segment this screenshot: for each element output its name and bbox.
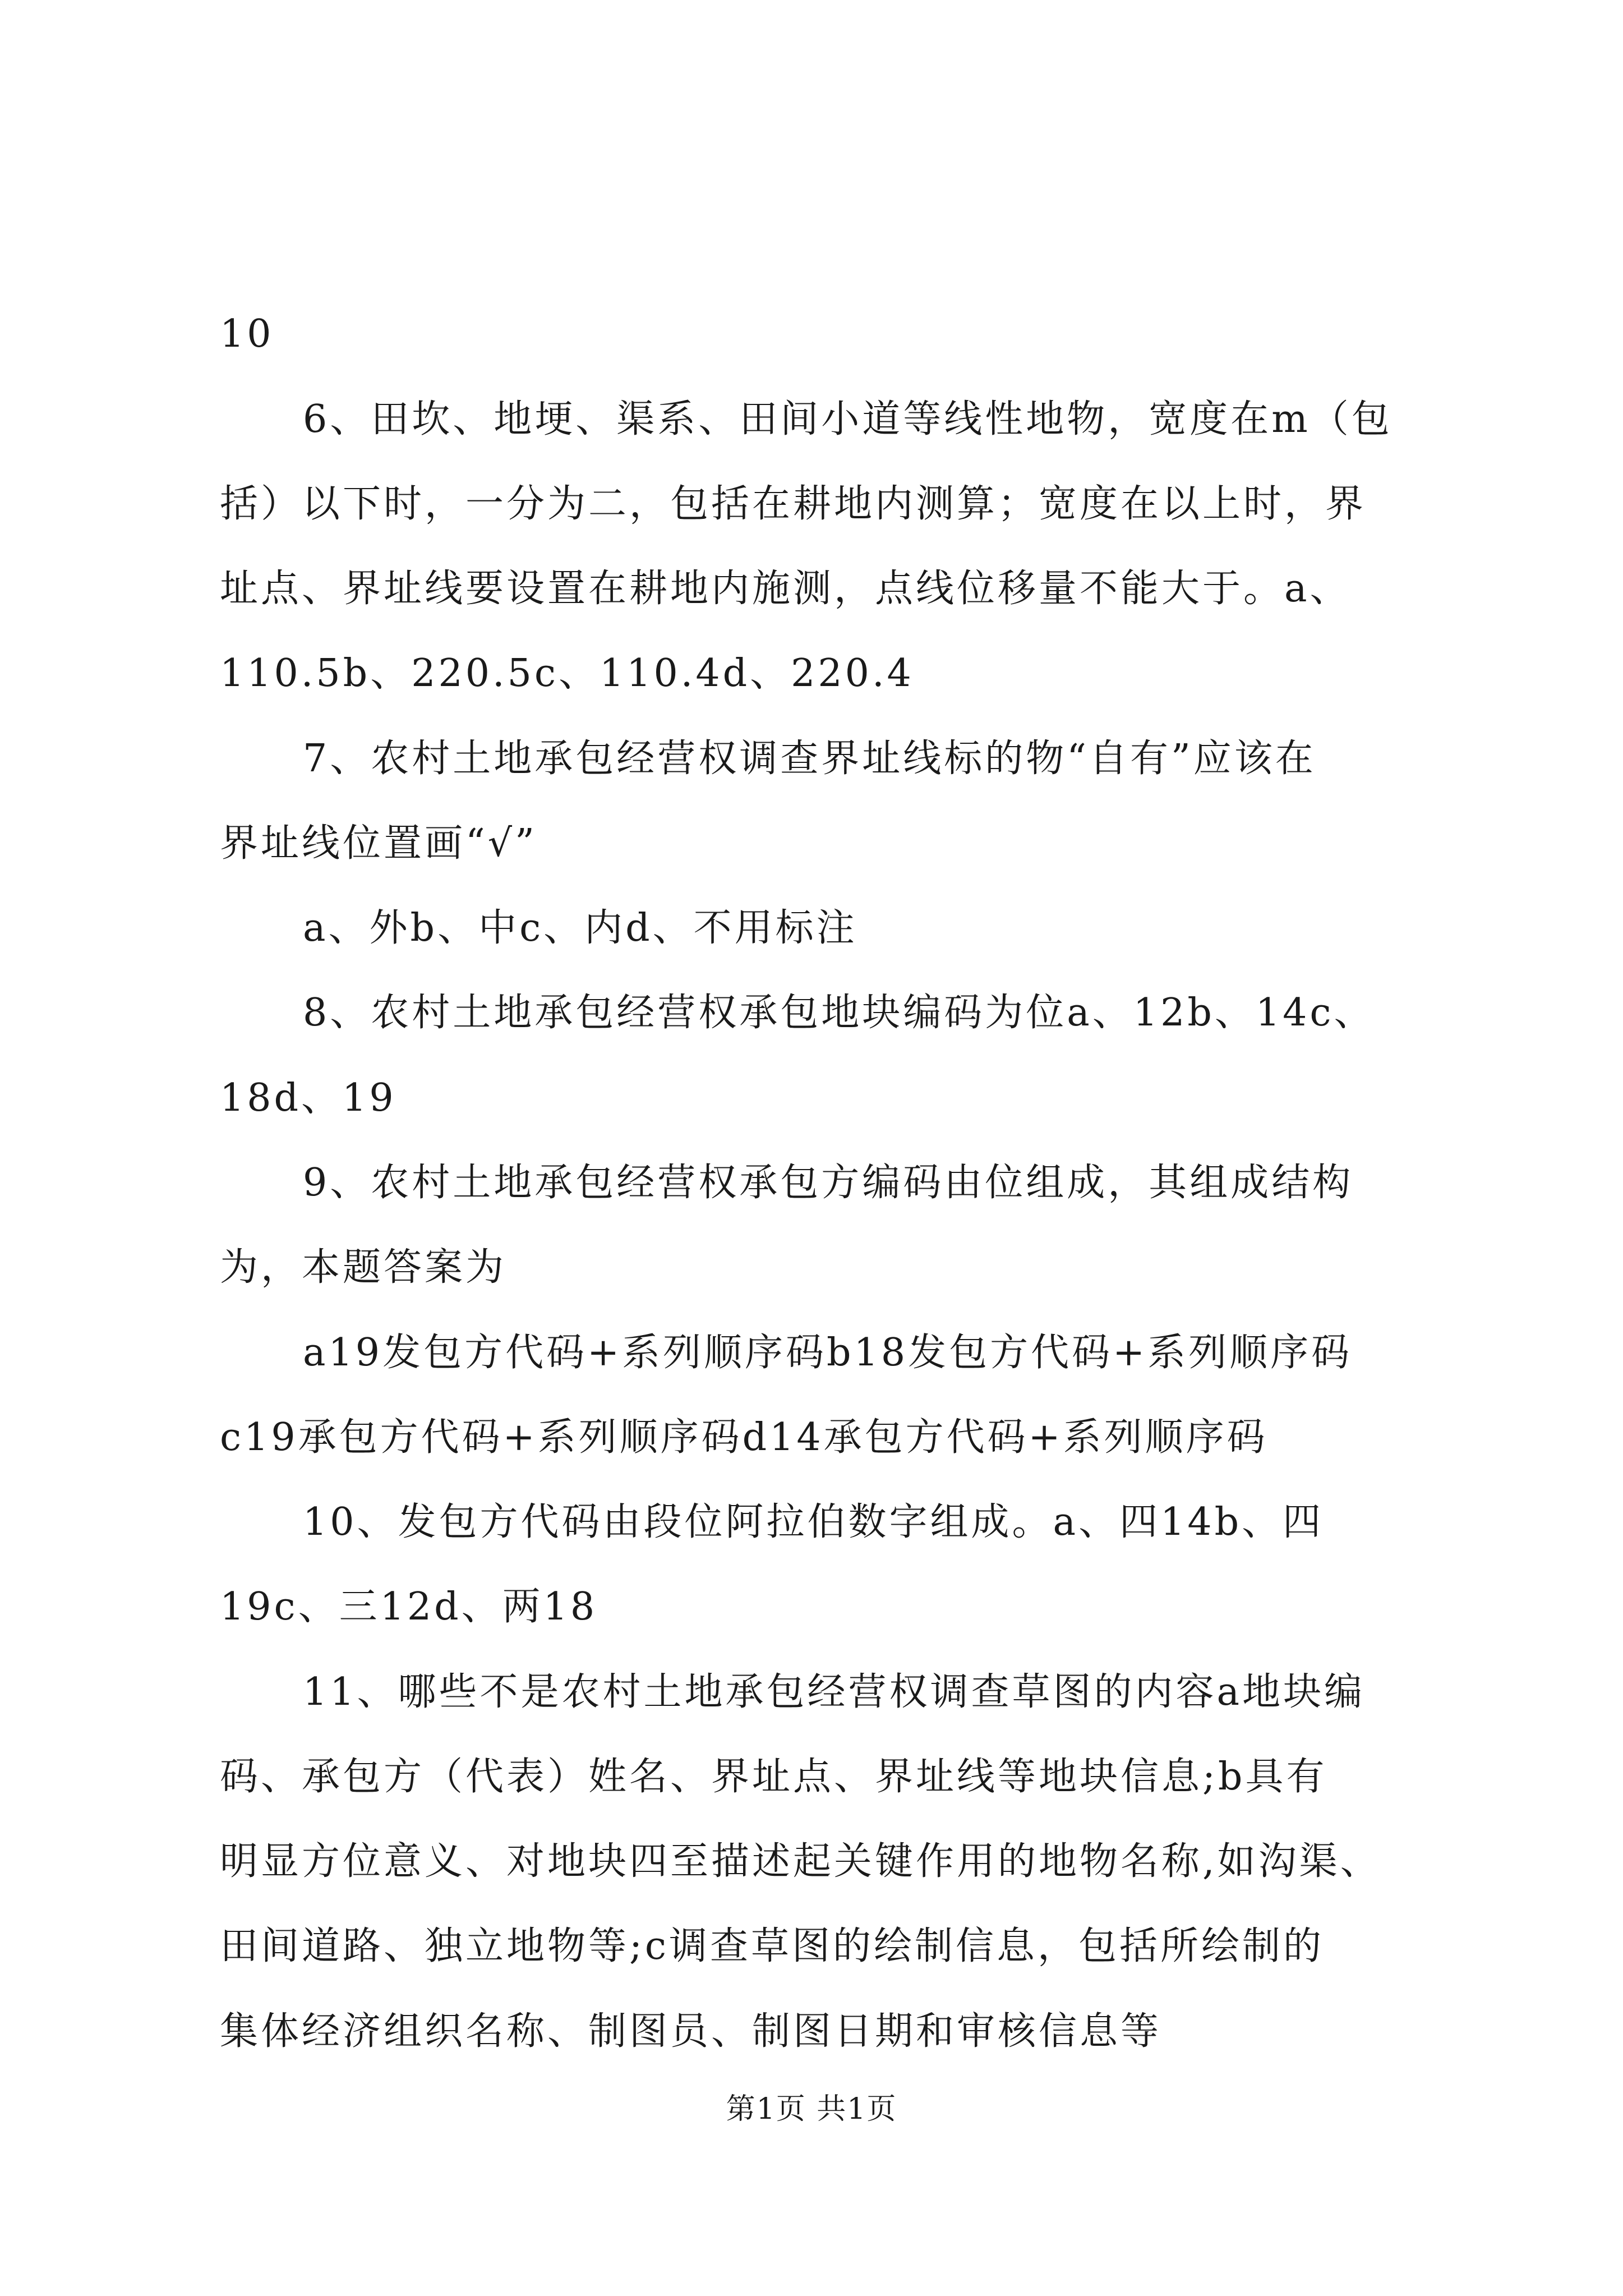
text-line: 10 [220,312,274,356]
text-line: a、外b、中c、内d、不用标注 [303,906,857,950]
text-line: 8、农村土地承包经营权承包地块编码为位a、12b、14c、 [303,991,1375,1035]
text-line: 集体经济组织名称、制图员、制图日期和审核信息等 [220,2009,1162,2054]
text-line: 为，本题答案为 [220,1245,507,1290]
page-number-label: 第1页 共1页 [726,2092,897,2126]
text-line: 10、发包方代码由段位阿拉伯数字组成。a、四14b、四 [303,1500,1324,1544]
text-line: 7、农村土地承包经营权调查界址线标的物“自有”应该在 [303,737,1316,781]
text-line: 码、承包方（代表）姓名、界址点、界址线等地块信息;b具有 [220,1755,1327,1799]
text-line: 田间道路、独立地物等;c调查草图的绘制信息，包括所绘制的 [220,1924,1324,1968]
text-line: 11、哪些不是农村土地承包经营权调查草图的内容a地块编 [303,1670,1366,1714]
text-line: 9、农村土地承包经营权承包方编码由位组成，其组成结构 [303,1161,1354,1205]
text-line: 界址线位置画“√” [220,821,537,866]
text-line: c19承包方代码+系列顺序码d14承包方代码+系列顺序码 [220,1415,1268,1460]
text-line: 址点、界址线要设置在耕地内施测，点线位移量不能大于。a、 [220,567,1351,611]
text-line: 110.5b、220.5c、110.4d、220.4 [220,651,914,696]
page-footer [0,2090,1623,2129]
text-line: 18d、19 [220,1076,396,1120]
text-line: 19c、三12d、两18 [220,1585,598,1629]
text-line: 6、田坎、地埂、渠系、田间小道等线性地物，宽度在m（包 [303,397,1393,441]
text-line: a19发包方代码+系列顺序码b18发包方代码+系列顺序码 [303,1331,1353,1375]
text-line: 括）以下时，一分为二，包括在耕地内测算；宽度在以上时，界 [220,482,1367,526]
text-line: 明显方位意义、对地块四至描述起关键作用的地物名称,如沟渠、 [220,1839,1381,1884]
